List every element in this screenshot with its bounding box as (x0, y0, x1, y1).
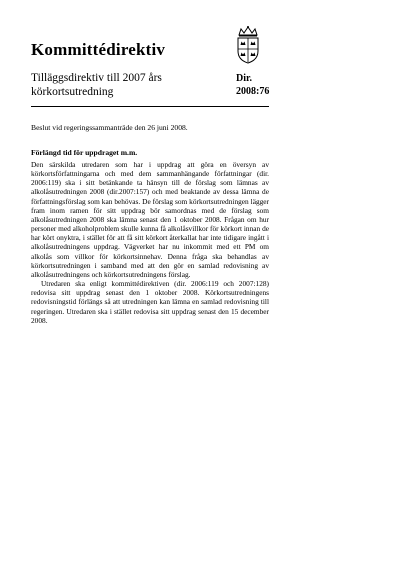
decision-date: Beslut vid regeringssammanträde den 26 juni 2008. (31, 123, 188, 132)
section-heading: Förlängd tid för uppdraget m.m. (31, 148, 138, 157)
document-title: Kommittédirektiv (31, 40, 166, 59)
subtitle-line-2: körkortsutredning (31, 86, 114, 98)
header-divider (31, 106, 269, 107)
dir-label: Dir. (236, 73, 253, 84)
directive-subtitle (31, 71, 231, 99)
subtitle-line-1: Tilläggsdirektiv till 2007 års (31, 72, 162, 84)
body-text (31, 160, 269, 325)
directive-number-block (236, 72, 269, 98)
body-paragraph-2: Utredaren ska enligt kommittédirektiven (dir. 2006:119 och 2007:128) redovisa sitt uppdrag senast den 1 oktober 2008. Körkortsutredningens redovisningstid förlängs så att utredningen kan lämna en samlad redovisning till regeringen. Utredaren ska i stället redovisa sitt uppdrag senast den 15 december 2008. (31, 279, 269, 325)
swedish-coat-of-arms-icon (230, 25, 266, 65)
dir-number: 2008:76 (236, 86, 270, 97)
body-paragraph-1: Den särskilda utredaren som har i uppdrag att göra en översyn av körkortsförfattningarna och med dem sammanhängande författningar (dir. 2006:119) ska i sitt betänkande ta hänsyn till de förslag som lämnas av alkolåsutredningen 2008 (dir.2007:157) och med beaktande av dessa lämna de författningsförslag som kan behövas. De förslag som körkortsutredningen lägger fram inom ramen för sitt uppdrag bör samordnas med de förslag som alkolåsutredningen 2008 ska lämna senast den 1 oktober 2008. Frågan om hur personer med alkoholproblem skulle kunna få alkolåsvillkor för körkort innan de har kört onyktra, i stället för att få sitt körkort återkallat har inte tidigare ingått i alkolåsutredningens uppdrag. Vägverket har nu inkommit med ett PM om alkolås som villkor för körkortsinnehav. Denna fråga ska behandlas av körkortsutredningen i samband med att den gör en samlad redovisning av alkolåsutredningens och körkortsutredningens förslag. (31, 160, 269, 279)
